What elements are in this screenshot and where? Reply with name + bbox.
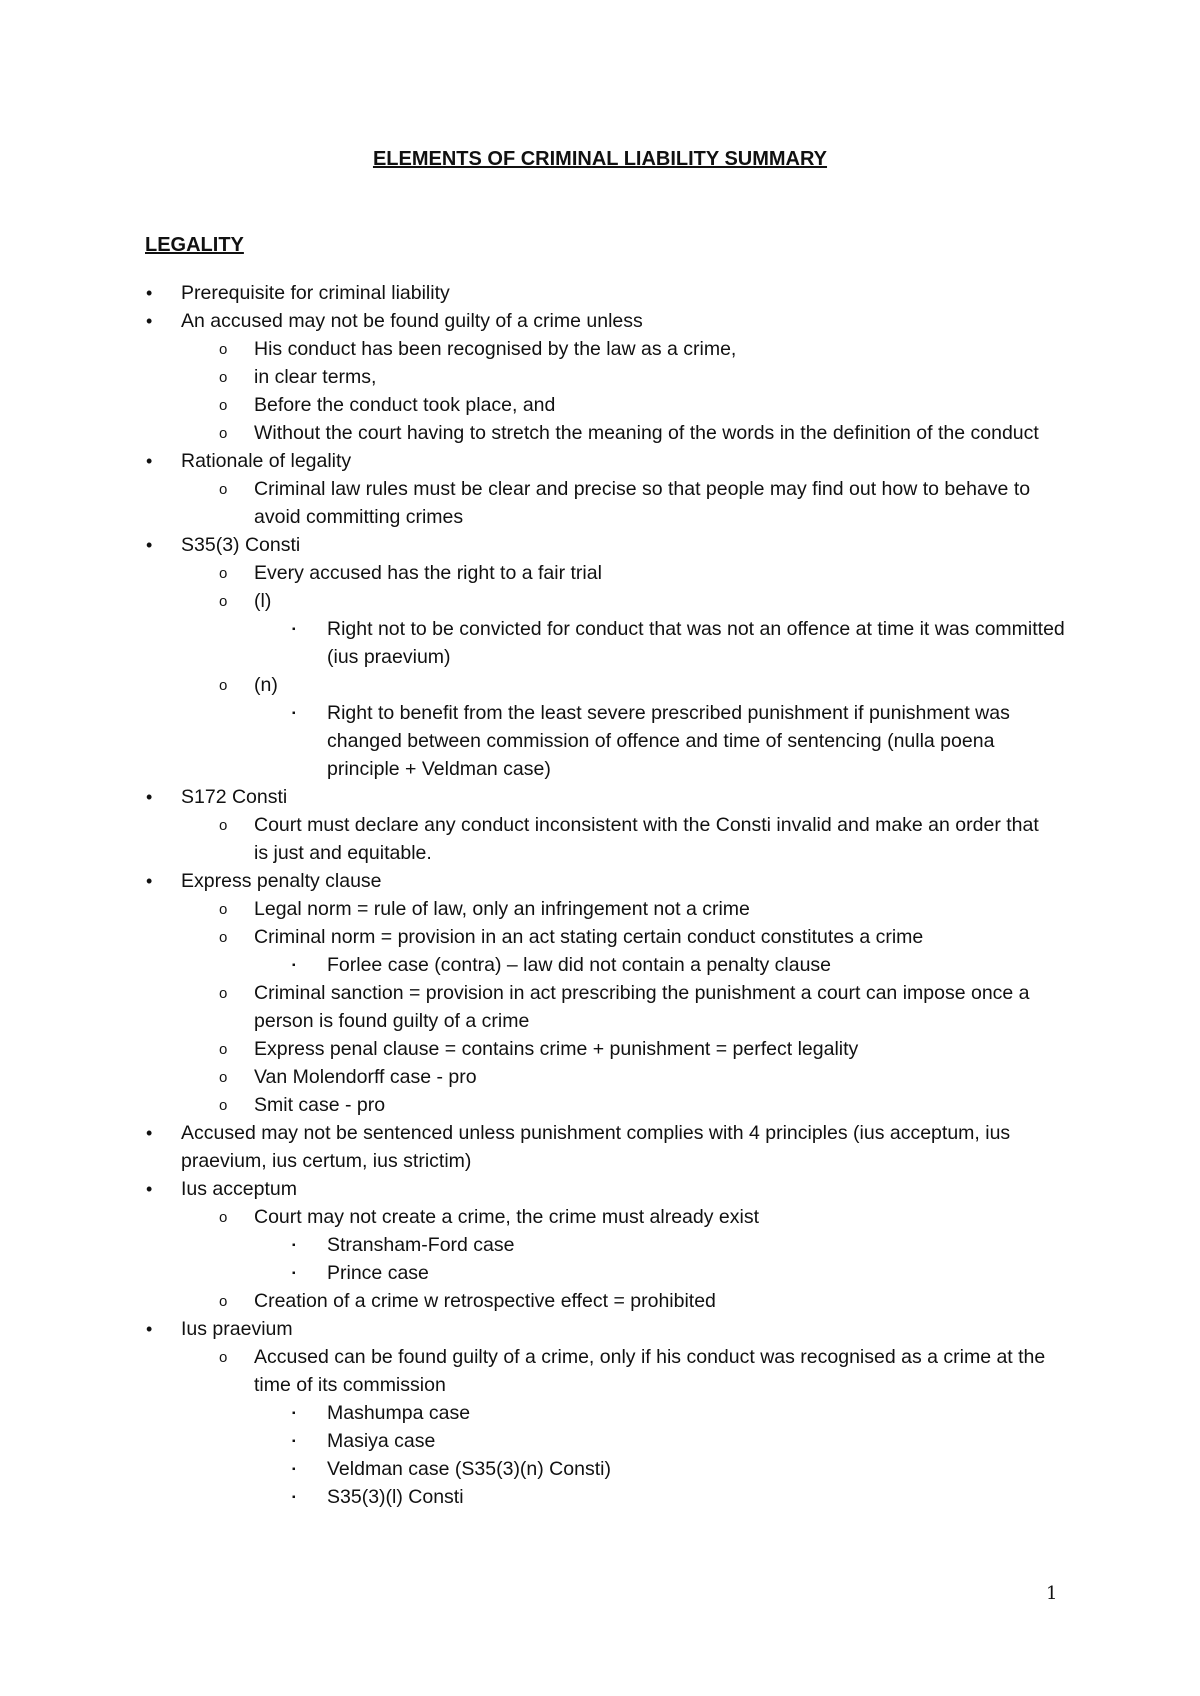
bullet-dot-icon: • — [146, 1319, 153, 1339]
list-item-text: Stransham-Ford case — [327, 1234, 515, 1256]
bullet-dot-icon: • — [146, 451, 153, 471]
bullet-dot-icon: • — [146, 311, 153, 331]
list-item — [0, 531, 1081, 559]
list-item-text: Legal norm = rule of law, only an infringement not a crime — [254, 898, 750, 920]
list-item — [0, 363, 1054, 391]
list-item-text: Express penalty clause — [181, 870, 382, 892]
list-item-text: Mashumpa case — [327, 1402, 471, 1424]
list-item-text: Masiya case — [327, 1430, 436, 1452]
list-item-text: Forlee case (contra) – law did not contain a penalty clause — [327, 954, 832, 976]
bullet-dot-icon: • — [146, 1179, 153, 1199]
list-item-text: (n) — [254, 674, 278, 696]
list-item — [0, 1483, 1067, 1511]
bullet-circle-icon: o — [219, 565, 228, 582]
list-item-text: S172 Consti — [181, 786, 288, 808]
bullet-circle-icon: o — [219, 425, 228, 442]
bullet-circle-icon: o — [219, 369, 228, 386]
list-item — [0, 475, 1054, 531]
list-item — [0, 671, 1054, 699]
bullet-square-icon: ▪ — [292, 1492, 296, 1503]
bullet-square-icon: ▪ — [292, 1464, 296, 1475]
list-item — [0, 951, 1067, 979]
list-item-text: S35(3) Consti — [181, 534, 301, 556]
bullet-circle-icon: o — [219, 1293, 228, 1310]
bullet-square-icon: ▪ — [292, 1240, 296, 1251]
list-item — [0, 1063, 1054, 1091]
bullet-circle-icon: o — [219, 1041, 228, 1058]
list-item-text: Veldman case (S35(3)(n) Consti) — [327, 1458, 611, 1480]
bullet-dot-icon: • — [146, 283, 153, 303]
list-item-text: in clear terms, — [254, 366, 377, 388]
list-item-text: Court may not create a crime, the crime must already exist — [254, 1206, 760, 1228]
list-item-text: Creation of a crime w retrospective effect = prohibited — [254, 1290, 716, 1312]
list-item-text: Criminal law rules must be clear and precise so that people may find out how to behave to avoid committing crimes — [254, 478, 1031, 528]
list-item — [0, 1119, 1081, 1175]
bullet-circle-icon: o — [219, 1209, 228, 1226]
list-item — [0, 699, 1067, 783]
list-item — [0, 811, 1054, 867]
list-item-text: Right not to be convicted for conduct that was not an offence at time it was committed (ius praevium) — [327, 618, 1065, 668]
list-item — [0, 335, 1054, 363]
list-item-text: Accused can be found guilty of a crime, only if his conduct was recognised as a crime at the time of its commission — [254, 1346, 1046, 1396]
section-heading-legality: LEGALITY — [145, 234, 244, 256]
list-item — [0, 895, 1054, 923]
list-item — [0, 1343, 1054, 1399]
list-item-text: Ius acceptum — [181, 1178, 297, 1200]
list-item-text: S35(3)(l) Consti — [327, 1486, 464, 1508]
list-item-text: Van Molendorff case - pro — [254, 1066, 477, 1088]
list-item-text: Accused may not be sentenced unless punishment complies with 4 principles (ius acceptum, ius praevium, ius certum, ius strictim) — [181, 1122, 1011, 1172]
list-item-text: Every accused has the right to a fair trial — [254, 562, 602, 584]
list-item-text: Smit case - pro — [254, 1094, 386, 1116]
page-number: 1 — [1046, 1583, 1058, 1604]
bullet-list — [0, 279, 1200, 1511]
bullet-square-icon: ▪ — [292, 960, 296, 971]
list-item — [0, 1091, 1054, 1119]
list-item-text: Criminal sanction = provision in act prescribing the punishment a court can impose once a person is found guilty of a crime — [254, 982, 1030, 1032]
list-item — [0, 1455, 1067, 1483]
list-item — [0, 1203, 1054, 1231]
list-item-text: Criminal norm = provision in an act stating certain conduct constitutes a crime — [254, 926, 924, 948]
list-item-text: Before the conduct took place, and — [254, 394, 556, 416]
bullet-circle-icon: o — [219, 677, 228, 694]
list-item-text: (l) — [254, 590, 272, 612]
list-item-text: Court must declare any conduct inconsistent with the Consti invalid and make an order that is just and equitable. — [254, 814, 1039, 864]
list-item-text: Rationale of legality — [181, 450, 352, 472]
bullet-circle-icon: o — [219, 1097, 228, 1114]
list-item — [0, 1399, 1067, 1427]
list-item-text: Express penal clause = contains crime + punishment = perfect legality — [254, 1038, 859, 1060]
list-item — [0, 615, 1067, 671]
list-item — [0, 923, 1054, 951]
bullet-circle-icon: o — [219, 341, 228, 358]
bullet-dot-icon: • — [146, 1123, 153, 1143]
list-item — [0, 587, 1054, 615]
bullet-square-icon: ▪ — [292, 1436, 296, 1447]
list-item-text: Without the court having to stretch the meaning of the words in the definition of the conduct — [254, 422, 1039, 444]
document-title: ELEMENTS OF CRIMINAL LIABILITY SUMMARY — [372, 148, 828, 170]
bullet-circle-icon: o — [219, 1069, 228, 1086]
list-item — [0, 979, 1054, 1035]
list-item — [0, 867, 1081, 895]
bullet-square-icon: ▪ — [292, 624, 296, 635]
list-item — [0, 279, 1081, 307]
list-item — [0, 1231, 1067, 1259]
bullet-dot-icon: • — [146, 787, 153, 807]
list-item — [0, 1315, 1081, 1343]
bullet-circle-icon: o — [219, 901, 228, 918]
list-item — [0, 447, 1081, 475]
list-item — [0, 1259, 1067, 1287]
list-item — [0, 783, 1081, 811]
bullet-square-icon: ▪ — [292, 708, 296, 719]
bullet-dot-icon: • — [146, 535, 153, 555]
bullet-circle-icon: o — [219, 481, 228, 498]
bullet-circle-icon: o — [219, 817, 228, 834]
list-item — [0, 419, 1054, 447]
list-item — [0, 1427, 1067, 1455]
bullet-circle-icon: o — [219, 985, 228, 1002]
list-item — [0, 307, 1081, 335]
list-item — [0, 559, 1054, 587]
list-item-text: Prince case — [327, 1262, 429, 1284]
list-item — [0, 1175, 1081, 1203]
list-item-text: Ius praevium — [181, 1318, 293, 1340]
bullet-circle-icon: o — [219, 397, 228, 414]
bullet-square-icon: ▪ — [292, 1408, 296, 1419]
bullet-circle-icon: o — [219, 593, 228, 610]
list-item-text: An accused may not be found guilty of a crime unless — [181, 310, 643, 332]
bullet-dot-icon: • — [146, 871, 153, 891]
bullet-circle-icon: o — [219, 929, 228, 946]
list-item-text: Prerequisite for criminal liability — [181, 282, 450, 304]
list-item — [0, 391, 1054, 419]
list-item — [0, 1035, 1054, 1063]
bullet-circle-icon: o — [219, 1349, 228, 1366]
list-item — [0, 1287, 1054, 1315]
list-item-text: Right to benefit from the least severe prescribed punishment if punishment was changed between commission of offence and time of sentencing (nulla poena principle + Veldman case) — [327, 702, 1010, 780]
bullet-square-icon: ▪ — [292, 1268, 296, 1279]
list-item-text: His conduct has been recognised by the law as a crime, — [254, 338, 737, 360]
